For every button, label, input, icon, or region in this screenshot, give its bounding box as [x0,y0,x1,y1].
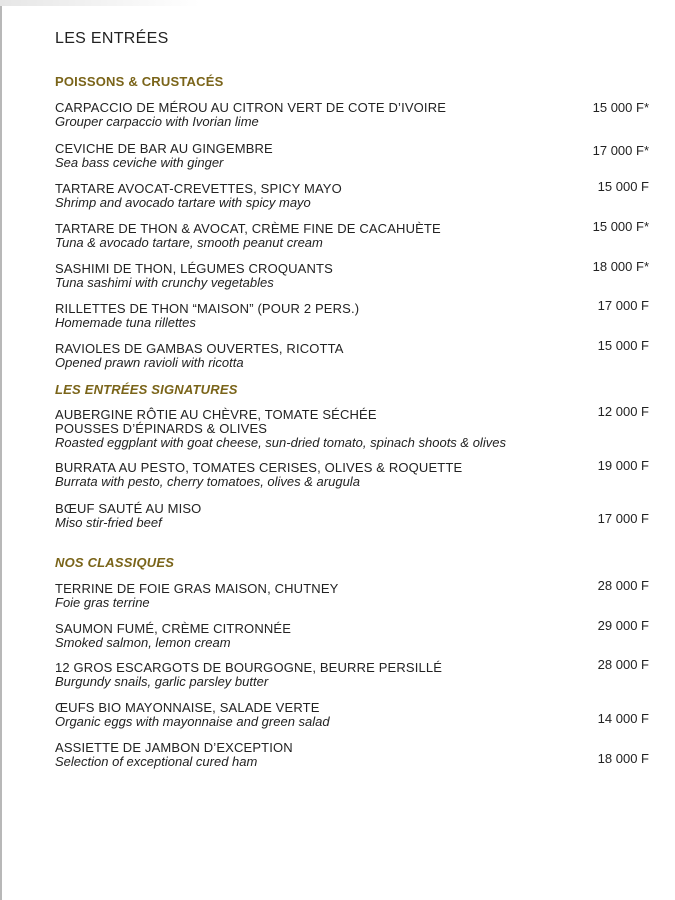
item-price: 19 000 F [597,458,649,473]
item-name: RILLETTES DE THON “MAISON” (POUR 2 PERS.) [55,301,360,316]
menu-item [55,342,655,370]
item-price: 12 000 F [597,404,649,419]
menu-item [55,142,655,170]
menu-item [55,408,655,450]
section-title-classiques: NOS CLASSIQUES [55,555,175,570]
item-price: 14 000 F [597,711,649,726]
item-price: 18 000 F* [592,259,649,274]
item-description: Roasted eggplant with goat cheese, sun-dried tomato, spinach shoots & olives [55,435,506,450]
menu-item [55,222,655,250]
section-title-poissons: POISSONS & CRUSTACÉS [55,74,224,89]
item-name: TARTARE AVOCAT-CREVETTES, SPICY MAYO [55,181,342,196]
page-title: LES ENTRÉES [55,30,169,47]
item-price: 17 000 F [597,511,649,526]
item-name: CARPACCIO DE MÉROU AU CITRON VERT DE COTE D’IVOIRE [55,100,447,115]
item-price: 15 000 F [597,179,649,194]
item-price: 17 000 F [597,298,649,313]
item-price: 15 000 F* [592,100,649,115]
item-name: BŒUF SAUTÉ AU MISO [55,501,202,516]
menu-item [55,582,655,610]
item-name: ŒUFS BIO MAYONNAISE, SALADE VERTE [55,700,320,715]
item-price: 28 000 F [597,578,649,593]
page-left-edge [0,0,2,900]
item-name: SASHIMI DE THON, LÉGUMES CROQUANTS [55,261,333,276]
item-name: ASSIETTE DE JAMBON D’EXCEPTION [55,740,293,755]
item-description: Tuna sashimi with crunchy vegetables [55,275,274,290]
item-description: Burgundy snails, garlic parsley butter [55,674,269,689]
menu-item [55,622,655,650]
item-name: CEVICHE DE BAR AU GINGEMBRE [55,141,273,156]
item-price: 29 000 F [597,618,649,633]
menu-item [55,262,655,290]
item-description: Sea bass ceviche with ginger [55,155,224,170]
item-price: 28 000 F [597,657,649,672]
item-description: Opened prawn ravioli with ricotta [55,355,244,370]
item-name: RAVIOLES DE GAMBAS OUVERTES, RICOTTA [55,341,344,356]
item-description: Smoked salmon, lemon cream [55,635,231,650]
item-price: 17 000 F* [592,143,649,158]
item-description: Organic eggs with mayonnaise and green salad [55,714,330,729]
section-title-signatures: LES ENTRÉES SIGNATURES [55,382,238,397]
item-description: Tuna & avocado tartare, smooth peanut cream [55,235,323,250]
item-price: 15 000 F* [592,219,649,234]
item-name: BURRATA AU PESTO, TOMATES CERISES, OLIVES & ROQUETTE [55,460,463,475]
item-description: Shrimp and avocado tartare with spicy mayo [55,195,311,210]
menu-item [55,302,655,330]
item-price: 15 000 F [597,338,649,353]
menu-item [55,741,655,769]
item-description: Burrata with pesto, cherry tomatoes, olives & arugula [55,474,360,489]
item-description: Grouper carpaccio with Ivorian lime [55,114,259,129]
item-name: AUBERGINE RÔTIE AU CHÈVRE, TOMATE SÉCHÉE [55,407,377,422]
item-description: Selection of exceptional cured ham [55,754,258,769]
item-price: 18 000 F [597,751,649,766]
menu-item [55,101,655,129]
menu-item [55,661,655,689]
menu-item [55,182,655,210]
menu-item [55,502,655,530]
item-name-line2: POUSSES D’ÉPINARDS & OLIVES [55,421,268,436]
item-description: Miso stir-fried beef [55,515,162,530]
item-name: TERRINE DE FOIE GRAS MAISON, CHUTNEY [55,581,339,596]
item-description: Homemade tuna rillettes [55,315,196,330]
item-description: Foie gras terrine [55,595,150,610]
page-top-shadow [0,0,200,6]
item-name: TARTARE DE THON & AVOCAT, CRÈME FINE DE CACAHUÈTE [55,221,441,236]
item-name: 12 GROS ESCARGOTS DE BOURGOGNE, BEURRE PERSILLÉ [55,660,443,675]
menu-item [55,701,655,729]
item-name: SAUMON FUMÉ, CRÈME CITRONNÉE [55,621,292,636]
menu-item [55,461,655,489]
